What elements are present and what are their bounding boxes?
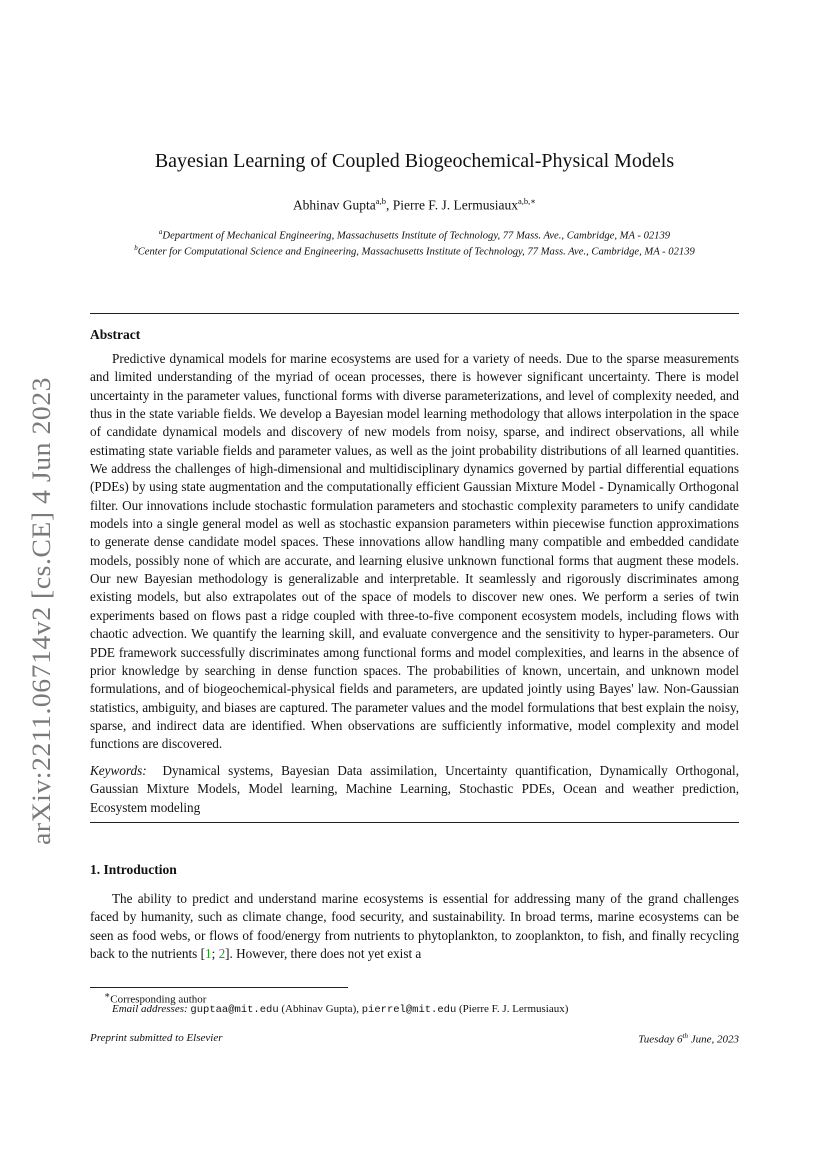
email-link[interactable]: guptaa@mit.edu xyxy=(190,1004,279,1016)
date-ordinal: th xyxy=(682,1032,688,1040)
footnote-rule xyxy=(90,987,348,988)
preprint-note: Preprint submitted to Elsevier xyxy=(90,1032,223,1044)
keywords-label: Keywords: xyxy=(90,763,147,778)
email-owner: (Abhinav Gupta), xyxy=(278,1003,362,1015)
citation-link[interactable]: 1 xyxy=(205,946,212,962)
email-label: Email addresses: xyxy=(112,1003,188,1015)
intro-body xyxy=(90,890,739,963)
author-affiliation-marks: a,b,∗ xyxy=(517,196,537,206)
arxiv-stamp xyxy=(12,375,62,845)
intro-text: ]. However, there does not yet exist a xyxy=(225,946,422,962)
affiliation-mark: a xyxy=(158,228,163,236)
intro-text: The ability to predict and understand marine ecosystems is essential for addressing many of the grand challenges faced by humanity, such as climate change, food security, and sustainability. In broad terms, marine ecosystems can be seen as food webs, or flows of food/energy from nutrients to phytoplankton, to zooplankton, to fish, and finally recycling back to the nutrients [ xyxy=(90,891,739,962)
footnote-text: Corresponding author xyxy=(110,993,207,1006)
top-rule xyxy=(90,313,739,314)
affiliation-mark: b xyxy=(134,244,138,252)
author-name: Abhinav Gupta xyxy=(292,197,376,213)
author-affiliation-marks: a,b xyxy=(375,196,386,206)
affiliation-text: Department of Mechanical Engineering, Massachusetts Institute of Technology, 77 Mass. Ave., Cambridge, MA - 02139 xyxy=(162,230,671,242)
abstract-body: Predictive dynamical models for marine ecosystems are used for a variety of needs. Due to the sparse measurements and limited understanding of the myriad of ocean processes, there is however significant uncertainty. There is model uncertainty in the parameter values, functional forms with diverse parameterizations, and level of complexity needed, and thus in the state variable fields. We develop a Bayesian model learning methodology that allows interpolation in the space of candidate dynamical models and discovery of new models from noisy, sparse, and indirect observations, all while estimating state variable fields and parameter values, as well as the joint probability distributions of all learned quantities. We address the challenges of high-dimensional and multidisciplinary dynamics governed by partial differential equations (PDEs) by using state augmentation and the computationally efficient Gaussian Mixture Model - Dynamically Orthogonal filter. Our innovations include stochastic formulation parameters and stochastic complexity parameters to unify candidate models into a single general model as well as stochastic expansion parameters within piecewise function approximations to generate dense candidate model spaces. These innovations allow handling many compatible and embedded candidate models, possibly none of which are accurate, and learning elusive unknown functional forms that augment these models. Our new Bayesian methodology is generalizable and interpretable. It seamlessly and rigorously discriminates among existing models, but also extrapolates out of the space of models to discover new ones. We perform a series of twin experiments based on flows past a ridge coupled with three-to-five component ecosystem models, including flows with chaotic advection. We quantify the learning skill, and evaluate convergence and the sensitivity to hyper-parameters. Our PDE framework successfully discriminates among functional forms and model complexities, and learns in the absence of prior knowledge by searching in dense function spaces. The probabilities of known, uncertain, and unknown model formulations, and of biogeochemical-physical fields and parameters, are updated jointly using Bayes' law. Non-Gaussian statistics, ambiguity, and biases are captured. The parameter values and the model formulations that best explain the noisy, sparse, and indirect data are identified. When observations are sufficiently informative, model complexity and model functions are discovered. xyxy=(90,351,739,752)
bottom-rule xyxy=(90,822,739,823)
paper-title: Bayesian Learning of Coupled Biogeochemical-Physical Models xyxy=(154,150,675,172)
keywords xyxy=(90,762,739,817)
author-name: Pierre F. J. Lermusiaux xyxy=(392,197,518,213)
date-prefix: Tuesday 6 xyxy=(638,1033,683,1046)
affiliation-text: Center for Computational Science and Engineering, Massachusetts Institute of Technology, 77 Mass. Ave., Cambridge, MA - 02139 xyxy=(137,246,695,258)
footnote-mark: ∗ xyxy=(104,990,111,1000)
submission-date xyxy=(638,1032,739,1046)
affiliation xyxy=(90,240,739,261)
date-suffix: June, 2023 xyxy=(687,1033,739,1046)
arxiv-stamp-text: arXiv:2211.06714v2 [cs.CE] 4 Jun 2023 xyxy=(27,405,56,845)
email-owner: (Pierre F. J. Lermusiaux) xyxy=(456,1003,569,1015)
author-separator: , xyxy=(385,197,393,213)
citation-separator: ; xyxy=(211,946,219,962)
email-link[interactable]: pierrel@mit.edu xyxy=(361,1004,457,1016)
section-heading: 1. Introduction xyxy=(90,862,177,877)
footnote-emails xyxy=(90,1003,568,1016)
abstract-heading: Abstract xyxy=(90,327,141,342)
citation-link[interactable]: 2 xyxy=(218,946,226,962)
author-list xyxy=(90,196,739,214)
keywords-text: Dynamical systems, Bayesian Data assimilation, Uncertainty quantification, Dynamically Orthogonal, Gaussian Mixture Models, Model learning, Machine Learning, Stochastic PDEs, Ocean and weather prediction, Ecosystem modeling xyxy=(90,763,739,815)
